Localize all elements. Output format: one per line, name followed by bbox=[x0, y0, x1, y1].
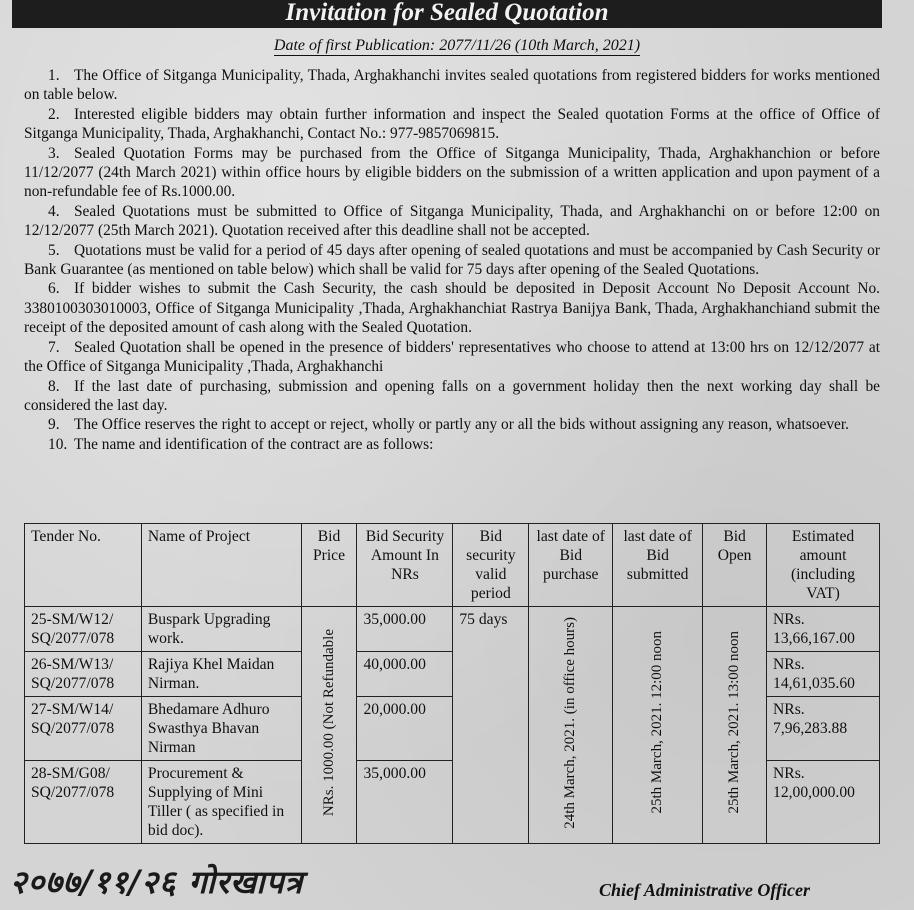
cell-project: Bhedamare Adhuro Swasthya Bhavan Nirman bbox=[141, 697, 301, 761]
cell-validity: 75 days bbox=[453, 607, 529, 844]
header-bid-security: Bid Security Amount In NRs bbox=[357, 524, 453, 607]
cell-project: Buspark Upgrading work. bbox=[141, 607, 301, 652]
paragraph: 8. If the last date of purchasing, submission and opening falls on a government holiday then the next working day shall be considered the last day. bbox=[24, 377, 880, 414]
cell-estimate: NRs. 13,66,167.00 bbox=[767, 607, 880, 652]
header-project: Name of Project bbox=[141, 524, 301, 607]
header-estimate: Estimated amount (including VAT) bbox=[767, 524, 880, 607]
cell-security: 35,000.00 bbox=[357, 607, 453, 652]
paragraph: 4. Sealed Quotations must be submitted to Office of Sitganga Municipality, Thada, and Arghakhanchi on or before 12:00 on 12/12/2077 (25th March 2021). Quotation received after this deadline shall not be accepted. bbox=[24, 202, 880, 240]
cell-tender-no: 27-SM/W14/ SQ/2077/078 bbox=[25, 697, 142, 761]
notice-title: Invitation for Sealed Quotation bbox=[12, 0, 882, 28]
paragraph: 3. Sealed Quotation Forms may be purchased from the Office of Sitganga Municipality, Thada, Arghakhanchion or before 11/12/2077 (24th March 2021) within office hours by eligible bidders on the submission of a written application and upon payment of a non-refundable fee of Rs.1000.00. bbox=[24, 144, 880, 201]
paragraph: 10. The name and identification of the contract are as follows: bbox=[48, 435, 434, 453]
paragraph: 2. Interested eligible bidders may obtain further information and inspect the Sealed quotation Forms at the office of Office of Sitganga Municipality, Thada, Arghakhanchi, Contact No.: 977-9857069815. bbox=[24, 105, 880, 143]
handwritten-date-stamp: २०७७/११/२६ गोरखापत्र bbox=[10, 863, 304, 901]
paragraph: 5. Quotations must be valid for a period of 45 days after opening of sealed quotations and must be accompanied by Cash Security or Bank Guarantee (as mentioned on table below) which shall be valid for 75 days after opening of the Sealed Quotations. bbox=[24, 241, 880, 279]
cell-tender-no: 28-SM/G08/ SQ/2077/078 bbox=[25, 761, 142, 844]
paragraph: 6. If bidder wishes to submit the Cash Security, the cash should be deposited in Deposit Account No Deposit Account No. 3380100303010003, Office of Sitganga Municipality ,Thada, Arghakhanchiat Rastrya Banijya Bank, Thada, Arghakhanchiand submit the receipt of the deposited amount of cash along with the Sealed Quotation. bbox=[24, 280, 880, 337]
table-row bbox=[25, 607, 880, 652]
notice-body bbox=[24, 66, 880, 454]
header-bid-open: Bid Open bbox=[703, 524, 767, 607]
cell-security: 40,000.00 bbox=[357, 652, 453, 697]
cell-security: 20,000.00 bbox=[357, 697, 453, 761]
cell-project: Procurement & Supplying of Mini Tiller ( as specified in bid doc). bbox=[141, 761, 301, 844]
cell-estimate: NRs. 12,00,000.00 bbox=[767, 761, 880, 844]
paragraph: 1. The Office of Sitganga Municipality, Thada, Arghakhanchi invites sealed quotations from registered bidders for works mentioned on table below. bbox=[24, 67, 880, 104]
header-bid-price: Bid Price bbox=[301, 524, 357, 607]
table-header-row bbox=[25, 524, 880, 607]
cell-estimate: NRs. 7,96,283.88 bbox=[767, 697, 880, 761]
header-last-submit: last date of Bid submitted bbox=[613, 524, 703, 607]
paragraph: 9. The Office reserves the right to accept or reject, wholly or partly any or all the bids without assigning any reason, whatsoever. bbox=[48, 416, 849, 434]
cell-project: Rajiya Khel Maidan Nirman. bbox=[141, 652, 301, 697]
tender-table bbox=[24, 523, 880, 844]
publication-date: Date of first Publication: 2077/11/26 (10th March, 2021) bbox=[273, 37, 641, 54]
header-validity: Bid security valid period bbox=[453, 524, 529, 607]
cell-last-purchase: 24th March, 2021. (in office hours) bbox=[529, 607, 613, 844]
cell-tender-no: 25-SM/W12/ SQ/2077/078 bbox=[25, 607, 142, 652]
paragraph: 7. Sealed Quotation shall be opened in the presence of bidders' representatives who choose to attend at 13:00 hrs on 12/12/2077 at the Office of Sitganga Municipality ,Thada, Arghakhanchi bbox=[24, 338, 880, 376]
cell-security: 35,000.00 bbox=[357, 761, 453, 844]
cell-bid-open: 25th March, 2021. 13:00 noon bbox=[703, 607, 767, 844]
header-last-purchase: last date of Bid purchase bbox=[529, 524, 613, 607]
cell-estimate: NRs. 14,61,035.60 bbox=[767, 652, 880, 697]
cell-bid-price: NRs. 1000.00 (Not Refundable bbox=[301, 607, 357, 844]
cell-last-submit: 25th March, 2021. 12:00 noon bbox=[613, 607, 703, 844]
header-tender-no: Tender No. bbox=[25, 524, 142, 607]
signatory-title: Chief Administrative Officer bbox=[599, 880, 810, 900]
cell-tender-no: 26-SM/W13/ SQ/2077/078 bbox=[25, 652, 142, 697]
